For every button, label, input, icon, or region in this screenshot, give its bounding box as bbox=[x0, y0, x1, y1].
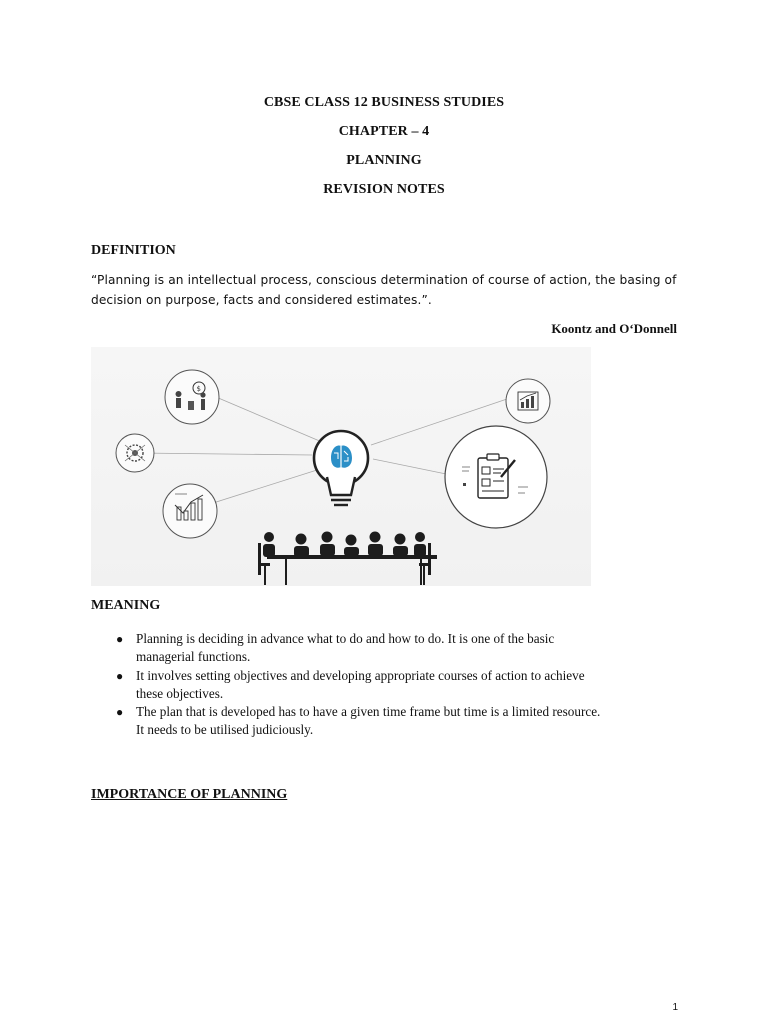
analytics-icon bbox=[506, 379, 550, 423]
bullet-text-line: managerial functions. bbox=[136, 649, 251, 665]
chapter-number: CHAPTER – 4 bbox=[338, 124, 430, 139]
definition-heading: DEFINITION bbox=[91, 243, 176, 258]
bullet-dot: ● bbox=[116, 668, 124, 683]
bullet-text-line: It needs to be utilised judiciously. bbox=[136, 722, 314, 738]
notes-subtitle: REVISION NOTES bbox=[323, 182, 445, 197]
list-item bbox=[91, 667, 691, 704]
clipboard-icon bbox=[445, 426, 547, 528]
quote-line: “Planning is an intellectual process, conscious determination of course of action, the basing of bbox=[91, 273, 677, 287]
meaning-heading: MEANING bbox=[91, 598, 161, 613]
bullet-dot: ● bbox=[116, 632, 124, 646]
list-item bbox=[91, 630, 691, 667]
document-title: CBSE CLASS 12 BUSINESS STUDIES bbox=[263, 95, 505, 110]
network-icon bbox=[116, 434, 154, 472]
list-item bbox=[91, 703, 691, 740]
svg-text:$: $ bbox=[196, 385, 201, 393]
quote-author: Koontz and O‘Donnell bbox=[551, 321, 677, 336]
bullet-text-line: Planning is deciding in advance what to do and how to do. It is one of the basic bbox=[136, 631, 555, 646]
bullet-text-line: The plan that is developed has to have a given time frame but time is a limited resource. bbox=[136, 704, 601, 720]
meaning-bullet-list bbox=[91, 630, 691, 740]
bullet-text-line: It involves setting objectives and developing appropriate courses of action to achieve bbox=[136, 667, 585, 683]
definition-quote bbox=[91, 270, 691, 310]
bullet-dot: ● bbox=[116, 705, 124, 720]
chapter-title: PLANNING bbox=[346, 153, 422, 168]
bullet-text-line: these objectives. bbox=[136, 685, 224, 701]
planning-illustration bbox=[91, 347, 591, 586]
quote-line: decision on purpose, facts and considered estimates.”. bbox=[91, 293, 432, 307]
lightbulb-brain-icon bbox=[314, 431, 368, 505]
page-number: 1 bbox=[672, 1002, 678, 1013]
growth-chart-icon bbox=[163, 484, 217, 538]
importance-heading: IMPORTANCE OF PLANNING bbox=[91, 787, 288, 802]
meeting-people-icon bbox=[258, 532, 437, 586]
money-people-icon bbox=[165, 370, 219, 424]
planning-illustration-svg bbox=[91, 347, 591, 586]
